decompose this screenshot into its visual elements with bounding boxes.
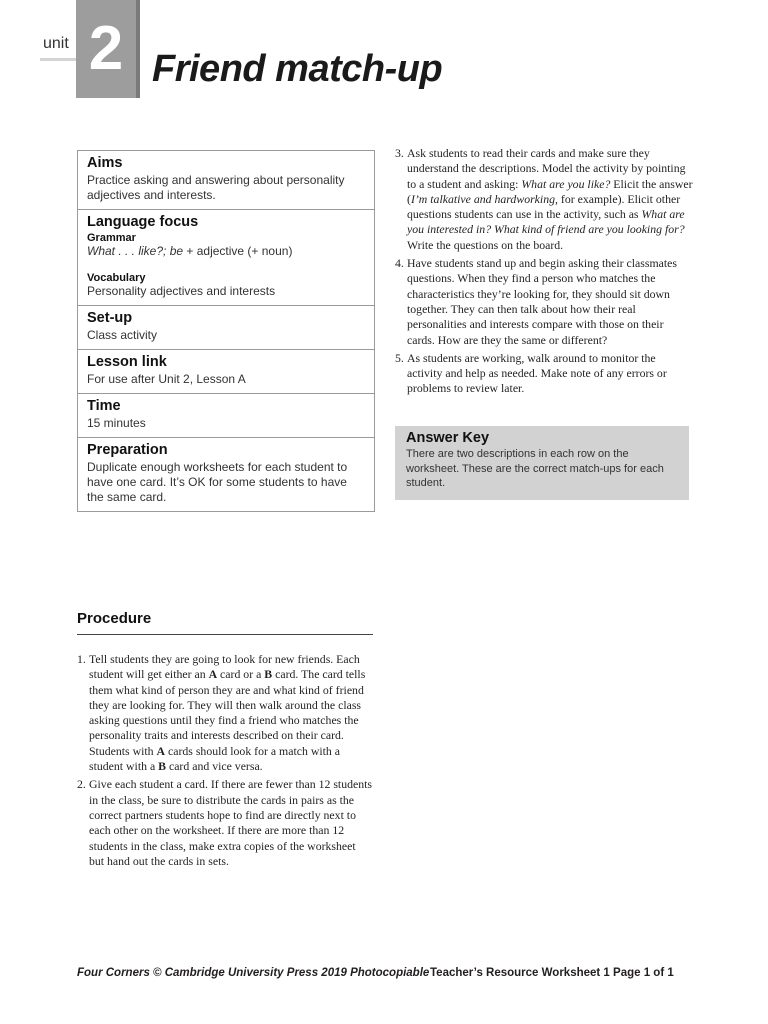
step-text: card or a (217, 667, 265, 682)
procedure-divider (77, 634, 373, 635)
unit-label: unit (43, 35, 69, 52)
aims-section (78, 151, 374, 210)
lesson-link-section (78, 350, 374, 394)
procedure-step-3 (395, 146, 693, 253)
preparation-section (78, 438, 374, 511)
grammar-label: Grammar (87, 232, 136, 244)
unit-number: 2 (88, 14, 124, 83)
example-answer: I’m talkative and hardworking, (410, 191, 558, 206)
card-letter: B (264, 667, 273, 682)
setup-section (78, 306, 374, 350)
time-heading: Time (87, 398, 121, 414)
step-text: for example). Elicit other questions students can use in the activity, such as (407, 191, 681, 222)
procedure-step-2 (77, 777, 373, 869)
procedure-step-1 (77, 652, 373, 774)
setup-heading: Set-up (87, 310, 133, 326)
footer-copyright: Four Corners © Cambridge University Press 2019 Photocopiable (77, 967, 430, 979)
card-letter: B (158, 759, 167, 774)
step-number: 1. (77, 652, 86, 666)
lesson-link-text: For use after Unit 2, Lesson A (87, 372, 246, 386)
footer-page-info: Teacher’s Resource Worksheet 1 Page 1 of 1 (430, 967, 674, 979)
step-text: Ask students to read their cards and make sure they understand the descriptions. Model the activity by pointing to a student and asking: (407, 146, 686, 191)
answer-key-box (395, 426, 689, 500)
grammar-rest: + adjective (+ noun) (183, 244, 293, 258)
procedure-step-5 (395, 351, 693, 397)
time-section (78, 394, 374, 438)
aims-text: Practice asking and answering about personality adjectives and interests. (87, 173, 345, 202)
answer-key-text: There are two descriptions in each row on the worksheet. These are the correct match-ups for each student. (406, 448, 664, 489)
step-text: Tell students they are going to look for new friends. Each student will get either an (89, 652, 360, 682)
vocabulary-label: Vocabulary (87, 272, 146, 284)
example-questions: What are you interested in? What kind of friend are you looking for? (407, 207, 685, 237)
info-box (77, 150, 375, 512)
step-text: Write the questions on the board. (407, 237, 564, 252)
grammar-italic: What . . . like?; be (87, 244, 184, 258)
procedure-step-4 (395, 256, 693, 348)
step-text: As students are working, walk around to monitor the activity and help as needed. Make note of any errors or problems to review later. (407, 350, 667, 396)
step-text: Have students stand up and begin asking their classmates questions. When they find a person who matches the characteristics they’re looking for, they should sit down together. They can then talk about how their real personalities and interests compare with those on their cards. How are they the same or different? (407, 256, 677, 347)
preparation-text: Duplicate enough worksheets for each student to have one card. It’s OK for some students to have the same card. (87, 460, 348, 504)
aims-heading: Aims (87, 155, 123, 171)
step-number: 4. (395, 256, 404, 271)
procedure-list-left (77, 652, 373, 872)
answer-key-heading: Answer Key (406, 430, 490, 446)
step-text: card and vice versa. (166, 759, 263, 774)
card-letter: A (208, 667, 218, 682)
step-text: Give each student a card. If there are fewer than 12 students in the class, be sure to distribute the cards in pairs as the correct partners students hope to find are directly next to each other on the worksheet. If there are more than 12 students in the class, make extra copies of the worksheet but hand out the cards in sets. (89, 777, 372, 868)
procedure-heading: Procedure (77, 610, 152, 627)
step-number: 3. (395, 146, 404, 160)
step-text: cards should look for a match with a student with a (89, 743, 340, 774)
example-question: What are you like? (521, 176, 611, 191)
time-text: 15 minutes (87, 416, 146, 430)
step-number: 2. (77, 777, 86, 792)
step-text: card. The card tells them what kind of person they are and what kind of friend they are looking for. They will then walk around the class asking questions until they find a friend who matches the personality traits and interests described on their card. Students with (89, 667, 366, 758)
grammar-text (87, 244, 365, 259)
vocabulary-text: Personality adjectives and interests (87, 284, 276, 298)
procedure-list-right (395, 146, 693, 400)
step-number: 5. (395, 350, 404, 365)
lesson-link-heading: Lesson link (87, 354, 167, 370)
language-focus-section (78, 210, 374, 306)
language-focus-heading: Language focus (87, 214, 199, 230)
card-letter: A (156, 743, 166, 758)
preparation-heading: Preparation (87, 442, 168, 458)
setup-text: Class activity (87, 328, 158, 342)
page-title: Friend match-up (152, 48, 443, 90)
step-text: Elicit the answer ( (407, 176, 693, 206)
